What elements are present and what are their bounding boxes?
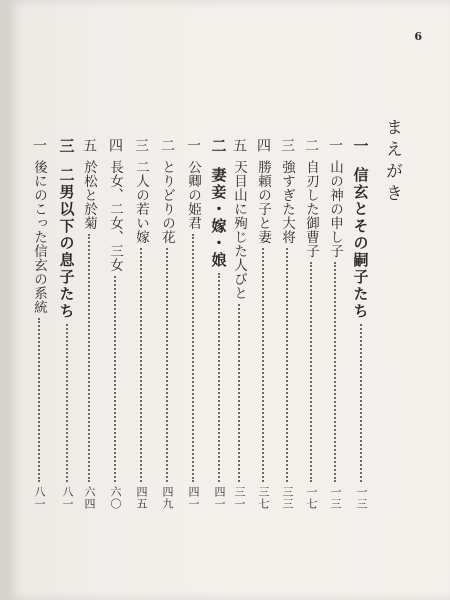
toc-entry-number: 三 [279,138,295,152]
toc-entry-13 [58,138,76,510]
toc-entry-page: 四九 [161,486,174,510]
toc-entry-12 [80,138,98,510]
preface-title: まえがき [382,118,402,206]
toc-entry-title: 於松と於菊 [81,160,97,230]
toc-entry-2 [326,138,344,510]
toc-entry-gap [311,152,312,160]
dot-leader [166,248,168,482]
toc-entry-title: 強すぎた大将 [279,160,295,244]
toc-entry-gap [335,152,336,160]
toc-entry-page: 三七 [257,486,270,510]
toc-entry-8 [184,138,202,510]
toc-entry-page: 一七 [305,486,318,510]
dot-leader [140,248,142,482]
toc-entry-page: 四五 [135,486,148,510]
toc-entry-gap [141,152,142,160]
toc-entry-title: 自刃した御曹子 [303,160,319,258]
toc-entry-page: 四一 [187,486,200,510]
toc-entry-gap [219,153,220,167]
dot-leader [38,318,40,482]
dot-leader [334,262,336,482]
toc-entry-gap [193,152,194,160]
toc-entry-number: 四 [255,138,271,152]
toc-entry-gap [361,153,362,167]
toc-entry-title: とりどりの花 [159,160,175,244]
dot-leader [218,273,220,482]
toc-entry-number: 一 [327,138,343,152]
toc-entry-page: 六四 [83,486,96,510]
toc-entry-gap [115,152,116,160]
toc-entry-gap [89,152,90,160]
toc-entry-5 [254,138,272,510]
toc-entry-number: 二 [209,138,228,153]
toc-entry-page: 八一 [61,486,74,510]
toc-entry-number: 二 [303,138,319,152]
toc-entry-number: 一 [351,138,370,153]
toc-entry-gap [167,152,168,160]
toc-entry-11 [106,138,124,510]
toc-entry-title: 公卿の姫君 [185,160,201,230]
toc-entry-number: 五 [231,138,247,152]
toc-entry-6 [230,138,248,510]
toc-entry-page: 一三 [355,486,368,510]
book-page [8,0,450,600]
dot-leader [238,304,240,482]
dot-leader [114,276,116,482]
toc-entry-gap [263,152,264,160]
dot-leader [66,324,68,482]
toc-entry-title: 妻妾・嫁・娘 [209,167,228,269]
toc-entry-title: 山の神の申し子 [327,160,343,258]
toc-entry-10 [132,138,150,510]
toc-entry-page: 三一 [233,486,246,510]
toc-entry-title: 二人の若い嫁 [133,160,149,244]
toc-entry-14 [30,138,48,510]
toc-entry-1 [352,138,370,510]
toc-entry-3 [302,138,320,510]
toc-entry-number: 二 [159,138,175,152]
toc-entry-title: 勝頼の子と妻 [255,160,271,244]
toc-entry-number: 五 [81,138,97,152]
toc-entry-page: 六〇 [109,486,122,510]
toc-entry-page: 四一 [213,486,226,510]
toc-entry-number: 一 [31,138,47,152]
toc-entry-gap [287,152,288,160]
toc-entry-title: 長女、二女、三女 [107,160,123,272]
toc-entry-number: 三 [133,138,149,152]
dot-leader [192,234,194,482]
dot-leader [262,248,264,482]
toc-entry-number: 三 [57,138,76,153]
toc-entry-gap [39,152,40,160]
toc-entry-number: 四 [107,138,123,152]
dot-leader [310,262,312,482]
page-number: 6 [414,30,422,43]
toc-entry-title: 後にのこった信玄の系統 [31,160,47,314]
toc-entry-gap [67,153,68,167]
dot-leader [286,248,288,482]
toc-entry-7 [210,138,228,510]
toc-entry-number: 一 [185,138,201,152]
toc-entry-page: 三三 [281,486,294,510]
toc-entry-title: 二男以下の息子たち [57,167,76,320]
dot-leader [360,324,362,482]
toc-entry-page: 八一 [33,486,46,510]
toc-entry-4 [278,138,296,510]
toc-entry-9 [158,138,176,510]
toc-entry-gap [239,152,240,160]
toc-entry-title: 天目山に殉じた人びと [231,160,247,300]
toc-entry-title: 信玄とその嗣子たち [351,167,370,320]
dot-leader [88,234,90,482]
toc-entry-page: 一三 [329,486,342,510]
